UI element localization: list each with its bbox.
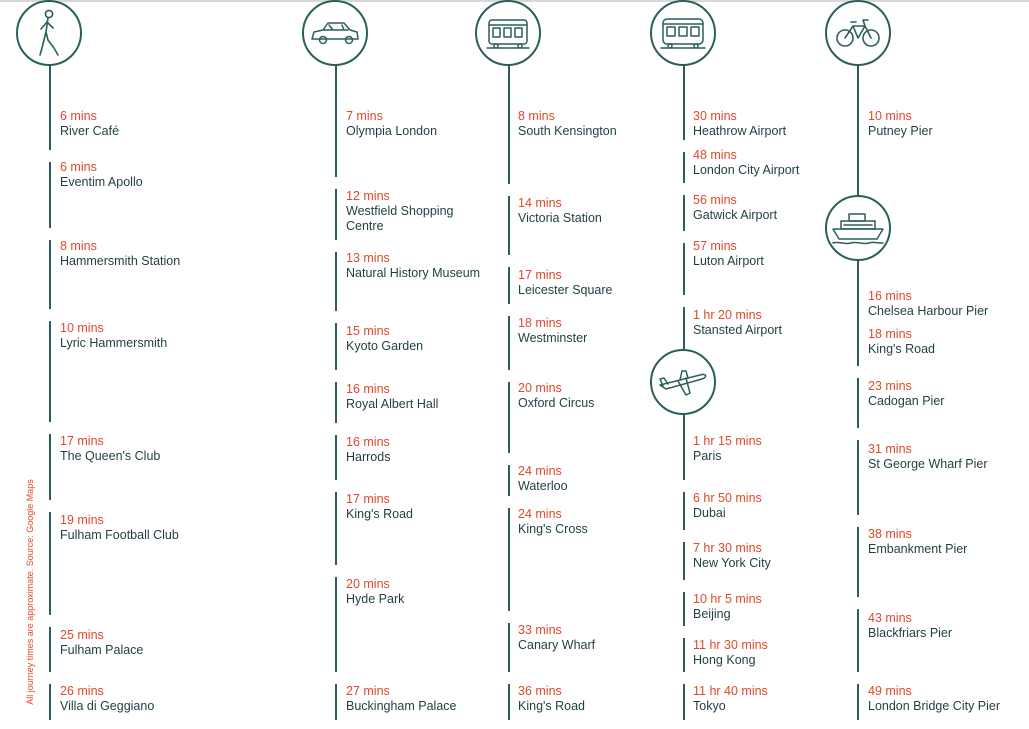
destination: Heathrow Airport	[693, 124, 787, 138]
timeline-gap	[857, 428, 859, 440]
list-item	[693, 491, 762, 521]
journey-time: 1 hr 15 mins	[693, 434, 762, 448]
destination: Westminster	[518, 331, 588, 345]
destination: Oxford Circus	[518, 396, 595, 410]
timeline-gap	[683, 295, 685, 307]
timeline-gap	[857, 597, 859, 609]
list-item	[693, 109, 786, 139]
car-icon	[302, 0, 368, 66]
destination: St George Wharf Pier	[868, 457, 988, 471]
source-note: All journey times are approximate. Source: Google Maps	[25, 479, 35, 705]
destination: Beijing	[693, 607, 731, 621]
list-item	[60, 513, 179, 543]
destination: King's Cross	[518, 522, 588, 536]
destination: Victoria Station	[518, 211, 602, 225]
journey-time: 24 mins	[518, 507, 562, 521]
journey-time: 20 mins	[346, 577, 390, 591]
journey-time: 20 mins	[518, 381, 562, 395]
list-item	[693, 684, 768, 714]
journey-time: 14 mins	[518, 196, 562, 210]
journey-time: 25 mins	[60, 628, 104, 642]
timeline-gap	[335, 672, 337, 684]
destination: Fulham Football Club	[60, 528, 179, 542]
list-item	[693, 193, 777, 223]
timeline-gap	[508, 370, 510, 382]
journey-time: 11 hr 40 mins	[693, 684, 768, 698]
journey-time: 16 mins	[346, 382, 390, 396]
timeline-gap	[857, 515, 859, 527]
destination: Fulham Palace	[60, 643, 144, 657]
journey-time: 16 mins	[346, 435, 390, 449]
journey-time: 24 mins	[518, 464, 562, 478]
destination: Tokyo	[693, 699, 726, 713]
list-item	[868, 109, 933, 139]
journey-time: 23 mins	[868, 379, 912, 393]
destination: Hammersmith Station	[60, 254, 181, 268]
journey-time: 38 mins	[868, 527, 912, 541]
list-item	[518, 196, 602, 226]
timeline-gap	[857, 672, 859, 684]
list-item	[346, 251, 480, 281]
journey-time: 48 mins	[693, 148, 737, 162]
journey-time: 10 mins	[60, 321, 104, 335]
walking-person-icon	[16, 0, 82, 66]
destination: Gatwick Airport	[693, 208, 778, 222]
destination: Embankment Pier	[868, 542, 968, 556]
list-item	[868, 527, 967, 557]
journey-time: 6 mins	[60, 160, 97, 174]
list-item	[868, 442, 988, 472]
destination-line-2: Centre	[346, 219, 384, 233]
timeline-gap	[508, 304, 510, 316]
list-item	[346, 492, 413, 522]
timeline-gap	[683, 626, 685, 638]
list-item	[693, 239, 764, 269]
train-icon	[650, 0, 716, 66]
list-item	[60, 321, 167, 351]
journey-time: 18 mins	[868, 327, 912, 341]
destination: Waterloo	[518, 479, 568, 493]
journey-time: 57 mins	[693, 239, 737, 253]
journey-time: 12 mins	[346, 189, 390, 203]
destination: Natural History Museum	[346, 266, 481, 280]
journey-time: 30 mins	[693, 109, 737, 123]
list-item	[60, 239, 180, 269]
journey-time: 36 mins	[518, 684, 562, 698]
list-item	[346, 109, 437, 139]
destination: Kyoto Garden	[346, 339, 424, 353]
bike-timeline	[857, 60, 859, 720]
timeline-gap	[335, 177, 337, 189]
timeline-gap	[49, 228, 51, 240]
timeline-gap	[683, 480, 685, 492]
destination: Royal Albert Hall	[346, 397, 439, 411]
journey-time: 43 mins	[868, 611, 912, 625]
journey-time: 8 mins	[60, 239, 97, 253]
journey-time: 31 mins	[868, 442, 912, 456]
journey-time: 18 mins	[518, 316, 562, 330]
tube-train-icon	[475, 0, 541, 66]
list-item	[518, 623, 595, 653]
list-item	[60, 684, 154, 714]
destination: The Queen's Club	[60, 449, 161, 463]
destination: King's Road	[346, 507, 414, 521]
list-item	[868, 684, 1000, 714]
list-item	[346, 382, 438, 412]
car-timeline	[335, 60, 337, 720]
journey-time: 15 mins	[346, 324, 390, 338]
list-item	[693, 308, 782, 338]
timeline-gap	[335, 423, 337, 435]
timeline-gap	[335, 240, 337, 252]
list-item	[60, 160, 143, 190]
journey-time: 7 hr 30 mins	[693, 541, 762, 555]
list-item	[518, 464, 568, 494]
timeline-gap	[508, 184, 510, 196]
journey-time: 17 mins	[346, 492, 390, 506]
list-item	[518, 684, 585, 714]
destination: Luton Airport	[693, 254, 764, 268]
destination: Blackfriars Pier	[868, 626, 953, 640]
list-item	[518, 316, 587, 346]
timeline-gap	[683, 231, 685, 243]
list-item	[868, 289, 988, 319]
list-item	[518, 109, 617, 139]
journey-time: 19 mins	[60, 513, 104, 527]
timeline-gap	[508, 672, 510, 684]
destination: Buckingham Palace	[346, 699, 457, 713]
bicycle-icon	[825, 0, 891, 66]
journey-time: 1 hr 20 mins	[693, 308, 762, 322]
list-item	[346, 189, 453, 234]
destination: Canary Wharf	[518, 638, 596, 652]
journey-time: 26 mins	[60, 684, 104, 698]
journey-time: 56 mins	[693, 193, 737, 207]
journey-time: 16 mins	[868, 289, 912, 303]
destination: Leicester Square	[518, 283, 613, 297]
timeline-gap	[335, 480, 337, 492]
destination: Villa di Geggiano	[60, 699, 155, 713]
destination: Putney Pier	[868, 124, 933, 138]
journey-time: 10 mins	[868, 109, 912, 123]
journey-time: 49 mins	[868, 684, 912, 698]
journey-time: 10 hr 5 mins	[693, 592, 762, 606]
timeline-gap	[508, 255, 510, 267]
list-item	[60, 109, 119, 139]
destination: Westfield Shopping	[346, 204, 454, 218]
destination: Stansted Airport	[693, 323, 782, 337]
timeline-gap	[49, 309, 51, 321]
destination: Olympia London	[346, 124, 438, 138]
destination: New York City	[693, 556, 771, 570]
destination: Dubai	[693, 506, 726, 520]
timeline-gap	[335, 311, 337, 323]
destination: Cadogan Pier	[868, 394, 945, 408]
destination: Eventim Apollo	[60, 175, 143, 189]
destination: Harrods	[346, 450, 391, 464]
list-item	[868, 379, 944, 409]
timeline-gap	[857, 366, 859, 378]
timeline-gap	[683, 672, 685, 684]
timeline-gap	[49, 150, 51, 162]
timeline-gap	[49, 500, 51, 512]
journey-time: 6 hr 50 mins	[693, 491, 762, 505]
timeline-gap	[49, 422, 51, 434]
journey-time: 13 mins	[346, 251, 390, 265]
ferry-icon	[825, 195, 891, 261]
timeline-gap	[508, 496, 510, 508]
list-item	[346, 435, 390, 465]
journey-time: 8 mins	[518, 109, 555, 123]
destination: King's Road	[518, 699, 586, 713]
list-item	[693, 434, 762, 464]
timeline-gap	[49, 615, 51, 627]
list-item	[60, 434, 160, 464]
list-item	[868, 611, 952, 641]
list-item	[346, 577, 404, 607]
list-item	[60, 628, 143, 658]
destination: King's Road	[868, 342, 936, 356]
list-item	[518, 507, 588, 537]
journey-time: 17 mins	[60, 434, 104, 448]
list-item	[693, 541, 771, 571]
list-item	[518, 381, 594, 411]
destination: Chelsea Harbour Pier	[868, 304, 989, 318]
timeline-gap	[335, 565, 337, 577]
destination: Lyric Hammersmith	[60, 336, 168, 350]
list-item	[693, 148, 799, 178]
list-item	[346, 324, 423, 354]
timeline-gap	[683, 140, 685, 152]
airplane-icon	[650, 349, 716, 415]
timeline-gap	[683, 183, 685, 195]
timeline-gap	[683, 530, 685, 542]
destination: South Kensington	[518, 124, 617, 138]
destination: London Bridge City Pier	[868, 699, 1001, 713]
journey-time: 6 mins	[60, 109, 97, 123]
journey-time: 17 mins	[518, 268, 562, 282]
journey-time: 33 mins	[518, 623, 562, 637]
timeline-gap	[508, 453, 510, 465]
timeline-gap	[335, 370, 337, 382]
list-item	[693, 638, 768, 668]
destination: River Café	[60, 124, 120, 138]
list-item	[868, 327, 935, 357]
destination: Hyde Park	[346, 592, 405, 606]
list-item	[518, 268, 613, 298]
timeline-gap	[683, 580, 685, 592]
destination: Hong Kong	[693, 653, 756, 667]
timeline-gap	[508, 611, 510, 623]
journey-time: 11 hr 30 mins	[693, 638, 768, 652]
list-item	[346, 684, 456, 714]
journey-time: 27 mins	[346, 684, 390, 698]
destination: Paris	[693, 449, 722, 463]
timeline-gap	[49, 672, 51, 684]
destination: London City Airport	[693, 163, 800, 177]
journey-time: 7 mins	[346, 109, 383, 123]
list-item	[693, 592, 762, 622]
